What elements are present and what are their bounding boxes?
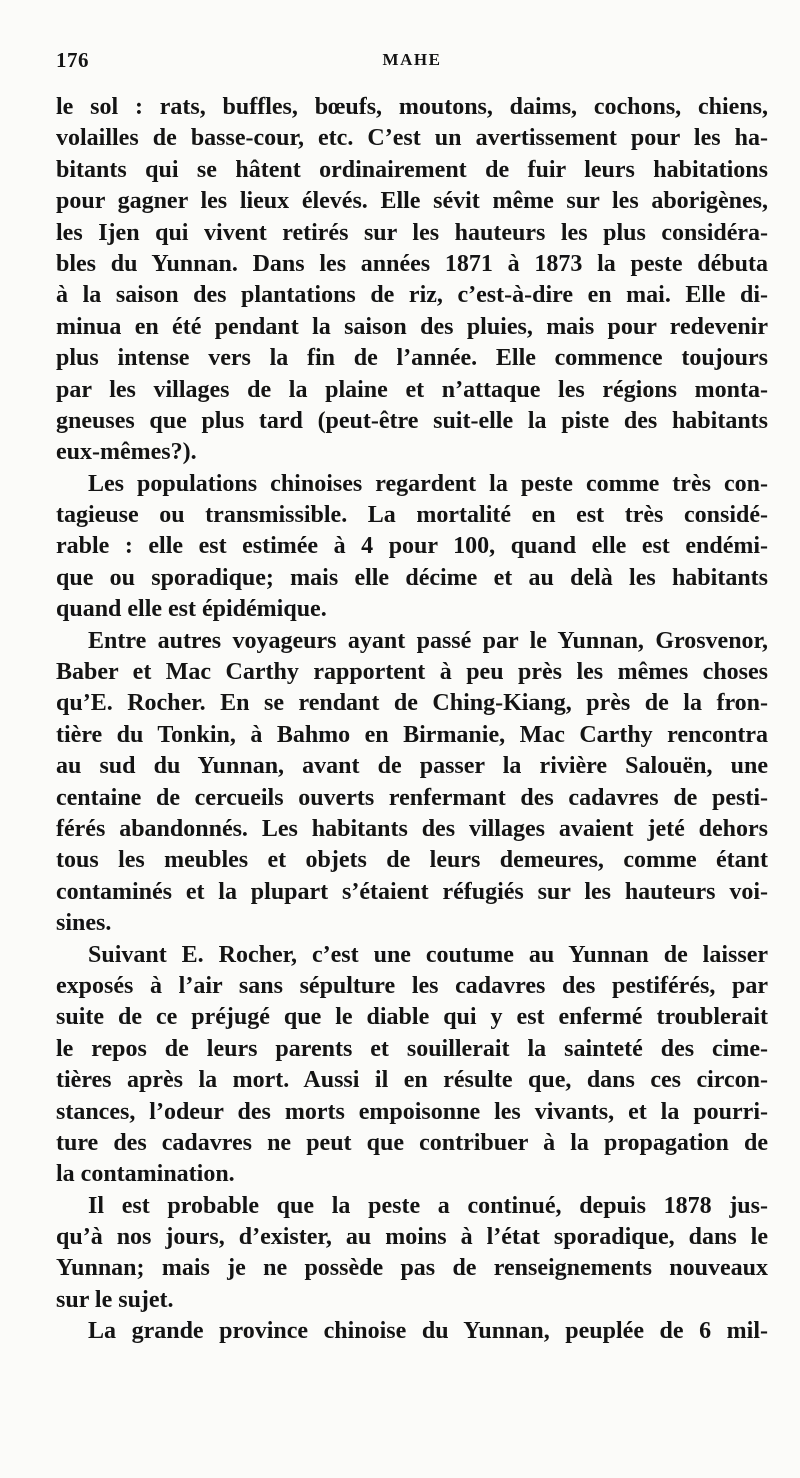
text-line: Yunnan; mais je ne possède pas de renseignements nouveaux [56,1255,768,1282]
text-line: Il est probable que la peste a continué, depuis 1878 jus- [88,1192,768,1219]
text-line: quand elle est épidémique. [56,596,327,623]
text-line: rable : elle est estimée à 4 pour 100, quand elle est endémi- [56,533,768,560]
text-line: qu’à nos jours, d’exister, au moins à l’état sporadique, dans le [56,1224,768,1251]
text-line: à la saison des plantations de riz, c’est-à-dire en mai. Elle di- [56,282,768,309]
text-line: eux-mêmes?). [56,439,197,466]
text-line: bles du Yunnan. Dans les années 1871 à 1873 la peste débuta [56,250,768,277]
text-line: sines. [56,910,112,937]
text-line: Suivant E. Rocher, c’est une coutume au Yunnan de laisser [88,941,768,968]
text-line: plus intense vers la fin de l’année. Elle commence toujours [56,345,768,372]
page-number: 176 [56,48,89,72]
text-line: tous les meubles et objets de leurs demeures, comme étant [56,847,768,874]
text-line: au sud du Yunnan, avant de passer la rivière Salouën, une [56,753,768,780]
text-line: exposés à l’air sans sépulture les cadavres des pestiférés, par [56,972,768,999]
running-title: MAHE [382,50,442,69]
text-line: qu’E. Rocher. En se rendant de Ching-Kiang, près de la fron- [56,690,768,717]
text-line: Les populations chinoises regardent la peste comme très con- [88,470,768,497]
text-line: bitants qui se hâtent ordinairement de fuir leurs habitations [56,156,768,183]
text-line: par les villages de la plaine et n’attaque les régions monta- [56,376,768,403]
text-line: le sol : rats, buffles, bœufs, moutons, daims, cochons, chiens, [56,94,768,120]
text-line: volailles de basse-cour, etc. C’est un avertissement pour les ha- [56,125,768,152]
text-line: gneuses que plus tard (peut-être suit-elle la piste des habitants [56,407,768,434]
text-line: férés abandonnés. Les habitants des villages avaient jeté dehors [56,815,768,842]
text-line: que ou sporadique; mais elle décime et au delà les habitants [56,564,768,591]
text-line: tagieuse ou transmissible. La mortalité en est très considé- [56,502,768,529]
text-line: pour gagner les lieux élevés. Elle sévit même sur les aborigènes, [56,188,768,215]
text-line: Baber et Mac Carthy rapportent à peu près les mêmes choses [56,659,768,686]
text-line: les Ijen qui vivent retirés sur les hauteurs les plus considéra- [56,219,768,246]
text-line: minua en été pendant la saison des pluies, mais pour redevenir [56,313,768,340]
text-line: stances, l’odeur des morts empoisonne les vivants, et la pourri- [56,1098,768,1125]
text-line: contaminés et la plupart s’étaient réfugiés sur les hauteurs voi- [56,878,768,905]
text-line: la contamination. [56,1161,235,1188]
text-line: le repos de leurs parents et souillerait la sainteté des cime- [56,1035,768,1062]
text-line: La grande province chinoise du Yunnan, peuplée de 6 mil- [88,1318,768,1345]
text-line: ture des cadavres ne peut que contribuer à la propagation de [56,1129,768,1156]
text-line: sur le sujet. [56,1286,174,1313]
running-head [56,48,768,78]
text-line: tières après la mort. Aussi il en résulte que, dans ces circon- [56,1067,768,1094]
body-text [56,92,768,1348]
text-line: centaine de cercueils ouverts renfermant des cadavres de pesti- [56,784,768,811]
text-line: tière du Tonkin, à Bahmo en Birmanie, Mac Carthy rencontra [56,721,768,748]
text-line: suite de ce préjugé que le diable qui y est enfermé troublerait [56,1004,768,1031]
text-line: Entre autres voyageurs ayant passé par le Yunnan, Grosvenor, [88,627,768,654]
